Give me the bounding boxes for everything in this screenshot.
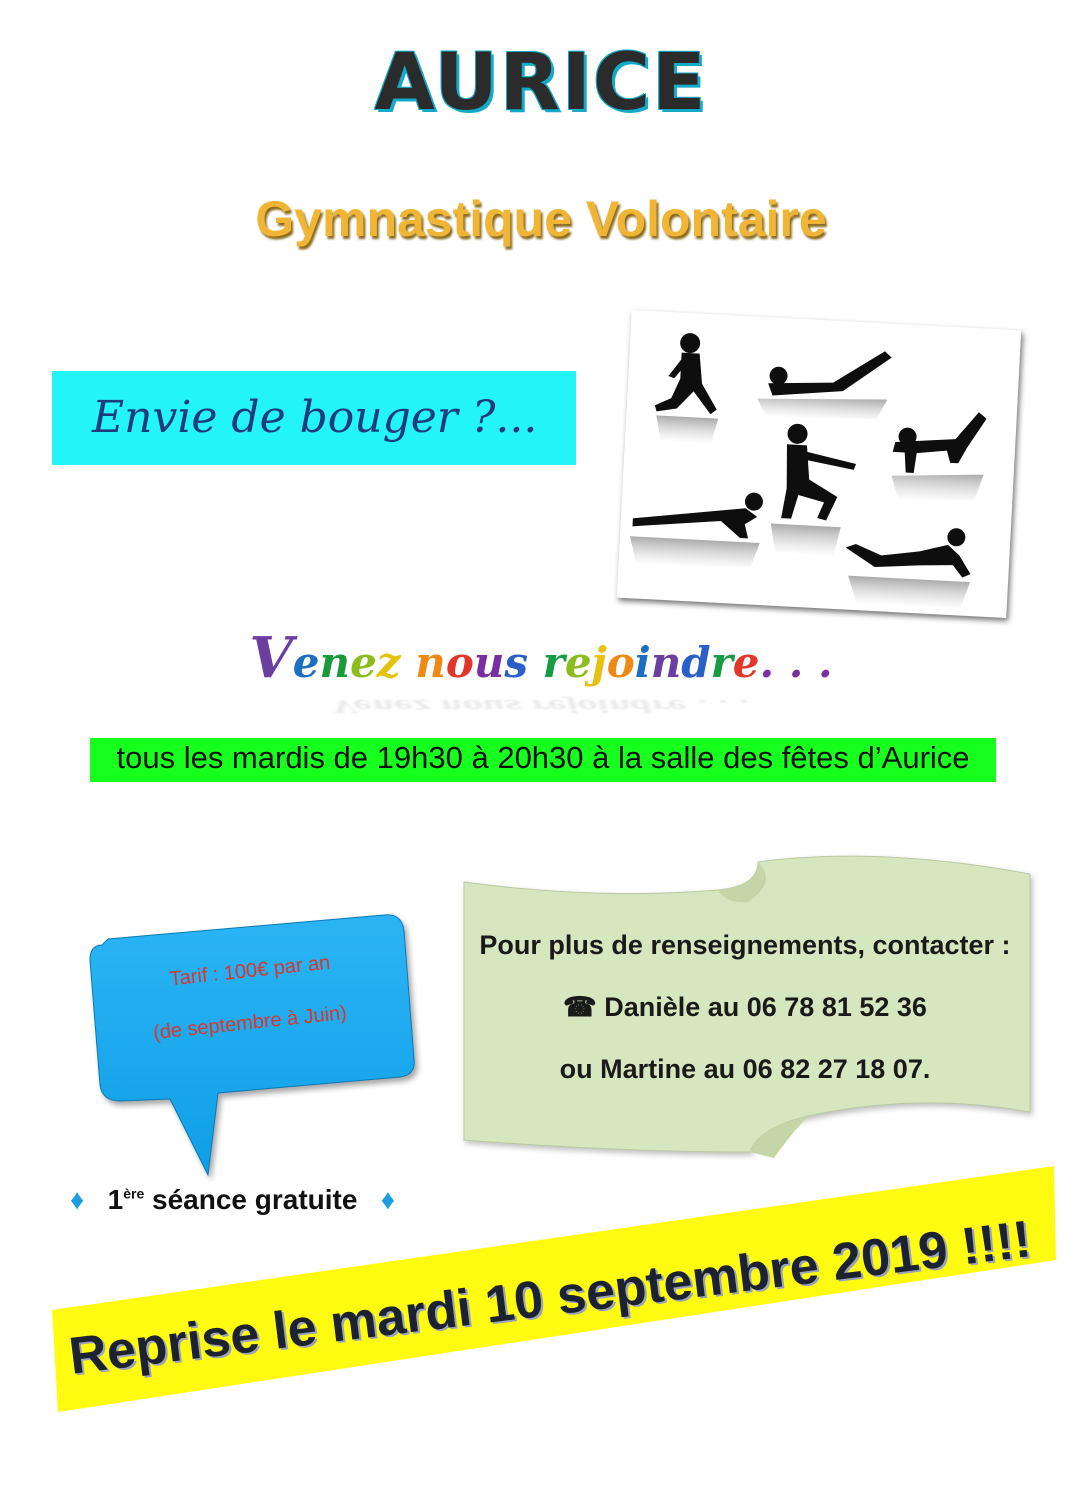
page-subtitle: Gymnastique Volontaire xyxy=(255,191,827,247)
invite-letter: e xyxy=(732,638,760,687)
invite-letter xyxy=(401,638,416,687)
invite-letter: i xyxy=(634,638,651,687)
schedule-text: tous les mardis de 19h30 à 20h30 à la salle des fêtes d’Aurice xyxy=(116,740,970,775)
invite-letter xyxy=(528,638,543,687)
invite-letter: . . . xyxy=(759,638,833,687)
invite-letter: e xyxy=(350,638,377,687)
invite-heading xyxy=(0,625,1082,691)
reprise-text: Reprise le mardi 10 septembre 2019 !!!! xyxy=(65,1210,1035,1386)
free-session-text: séance gratuite xyxy=(144,1184,358,1215)
contact-intro: Pour plus de renseignements, contacter : xyxy=(479,930,1011,960)
page-title: AURICE xyxy=(374,38,708,128)
invite-letter: r xyxy=(710,638,733,687)
exercise-photo xyxy=(617,310,1022,618)
tarif-period: (de septembre à Juin) xyxy=(152,1001,348,1045)
invite-letter: e xyxy=(564,638,592,687)
diamond-icon: ♦ xyxy=(380,1184,396,1215)
invite-letter: o xyxy=(445,638,474,687)
invite-letter: z xyxy=(376,638,401,687)
invite-letter: r xyxy=(542,638,565,687)
contact-martine: ou Martine au 06 82 27 18 07. xyxy=(559,1054,931,1084)
phone-icon: ☎ xyxy=(563,992,597,1022)
invite-letter: V xyxy=(249,625,293,691)
invite-letter: n xyxy=(415,638,446,687)
exercise-silhouettes-icon xyxy=(617,310,1022,618)
invite-letter: u xyxy=(473,638,505,687)
contact-daniele-text: Danièle au 06 78 81 52 36 xyxy=(604,992,927,1022)
contact-daniele xyxy=(445,992,1045,1023)
invite-reflection: Venez nous rejoindre . . . xyxy=(332,695,750,716)
invite-letter: n xyxy=(319,638,351,687)
invite-letter: o xyxy=(606,638,635,687)
invite-letter: s xyxy=(504,638,529,687)
invite-letter: d xyxy=(681,638,711,687)
ordinal-suffix: ère xyxy=(123,1185,145,1202)
ordinal: 1 xyxy=(107,1184,124,1215)
tarif-price: Tarif : 100€ par an xyxy=(168,951,332,991)
invite-letter: e xyxy=(292,638,320,687)
diamond-icon: ♦ xyxy=(70,1184,85,1215)
invite-letter: j xyxy=(591,638,607,687)
invite-letter: n xyxy=(650,638,682,687)
tagline-text: Envie de bouger ?... xyxy=(92,392,538,443)
